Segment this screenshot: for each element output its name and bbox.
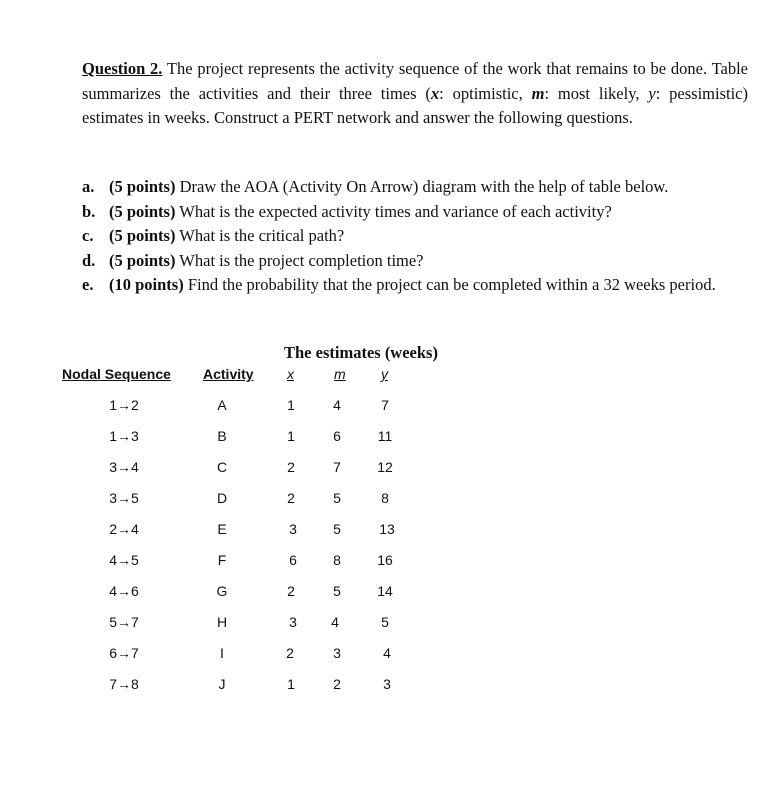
cell-activity: E [217,521,227,537]
cell-m: 2 [333,676,341,692]
header-nodal-sequence: Nodal Sequence [62,366,171,382]
x-variable: x [430,83,440,103]
cell-activity: D [216,490,228,506]
cell-nodal-sequence: 3→4 [109,459,139,475]
cell-x: 3 [289,521,297,537]
cell-m: 5 [333,583,341,599]
cell-x: 1 [287,397,295,413]
cell-nodal-sequence: 2→4 [109,521,139,537]
cell-activity: I [220,645,224,661]
table-row [0,428,774,448]
header-m: m [334,366,346,382]
header-y: y [381,366,388,382]
cell-nodal-sequence: 6→7 [109,645,139,661]
cell-m: 4 [333,397,341,413]
part-label: a. [82,177,95,196]
table-row [0,614,774,634]
table-row [0,645,774,665]
y-description: : pessimistic) estimates in weeks. Construct a PERT network and answer the following questions. [82,83,748,127]
cell-x: 2 [287,583,295,599]
part-label: d. [82,250,96,270]
cell-x: 6 [289,552,297,568]
cell-activity: G [216,583,228,599]
cell-m: 6 [333,428,341,444]
part-points: (5 points) [109,201,176,221]
cell-nodal-sequence: 7→8 [109,676,139,692]
table-row [0,459,774,479]
cell-y: 14 [377,583,393,599]
part-text: What is the project completion time? [175,250,424,270]
table-row [0,490,774,510]
part-points: (5 points) [109,177,176,196]
header-x: x [287,366,294,382]
table-row [0,583,774,603]
cell-activity: A [217,397,227,413]
cell-y: 16 [377,552,393,568]
cell-nodal-sequence: 3→5 [109,490,139,506]
estimates-title: The estimates (weeks) [284,343,438,362]
part-text: Draw the AOA (Activity On Arrow) diagram with the help of table below. [175,177,669,196]
m-description: : most likely, [544,83,649,103]
question-label: Question 2. [82,59,163,78]
cell-activity: F [217,552,227,568]
part-label: e. [82,275,94,294]
cell-nodal-sequence: 4→5 [109,552,139,568]
cell-y: 7 [381,397,389,413]
cell-m: 5 [333,490,341,506]
table-row [0,676,774,696]
cell-x: 1 [287,676,295,692]
part-points: (10 points) [109,275,184,294]
x-description: : optimistic, [439,83,532,103]
cell-y: 5 [381,614,389,630]
cell-x: 2 [286,645,294,661]
cell-m: 3 [333,645,341,661]
part-label: b. [82,201,96,221]
m-variable: m [531,83,545,103]
y-variable: y [648,83,656,103]
cell-activity: B [217,428,227,444]
cell-activity: J [218,676,226,692]
cell-x: 2 [287,459,295,475]
part-text: Find the probability that the project can be completed within a 32 weeks period. [183,275,716,294]
cell-y: 11 [377,428,393,444]
question-text: The project represents the activity sequence of the work that remains to be done. Table summarizes the activities and their three times ( [82,59,748,103]
cell-nodal-sequence: 1→3 [109,428,139,444]
cell-m: 7 [333,459,341,475]
cell-x: 3 [289,614,297,630]
cell-y: 4 [383,645,391,661]
table-row [0,397,774,417]
cell-m: 8 [333,552,341,568]
part-label: c. [82,226,94,245]
cell-m: 5 [333,521,341,537]
table-row [0,521,774,541]
cell-activity: C [216,459,228,475]
cell-y: 8 [381,490,389,506]
cell-activity: H [216,614,228,630]
part-text: What is the critical path? [175,226,345,245]
part-points: (5 points) [109,250,176,270]
cell-x: 2 [287,490,295,506]
cell-x: 1 [287,428,295,444]
cell-nodal-sequence: 4→6 [109,583,139,599]
part-text: What is the expected activity times and variance of each activity? [175,201,612,221]
cell-nodal-sequence: 5→7 [109,614,139,630]
cell-y: 3 [383,676,391,692]
part-points: (5 points) [109,226,176,245]
cell-y: 12 [377,459,393,475]
cell-m: 4 [331,614,339,630]
cell-nodal-sequence: 1→2 [109,397,139,413]
header-activity: Activity [203,366,254,382]
table-row [0,552,774,572]
cell-y: 13 [379,521,395,537]
